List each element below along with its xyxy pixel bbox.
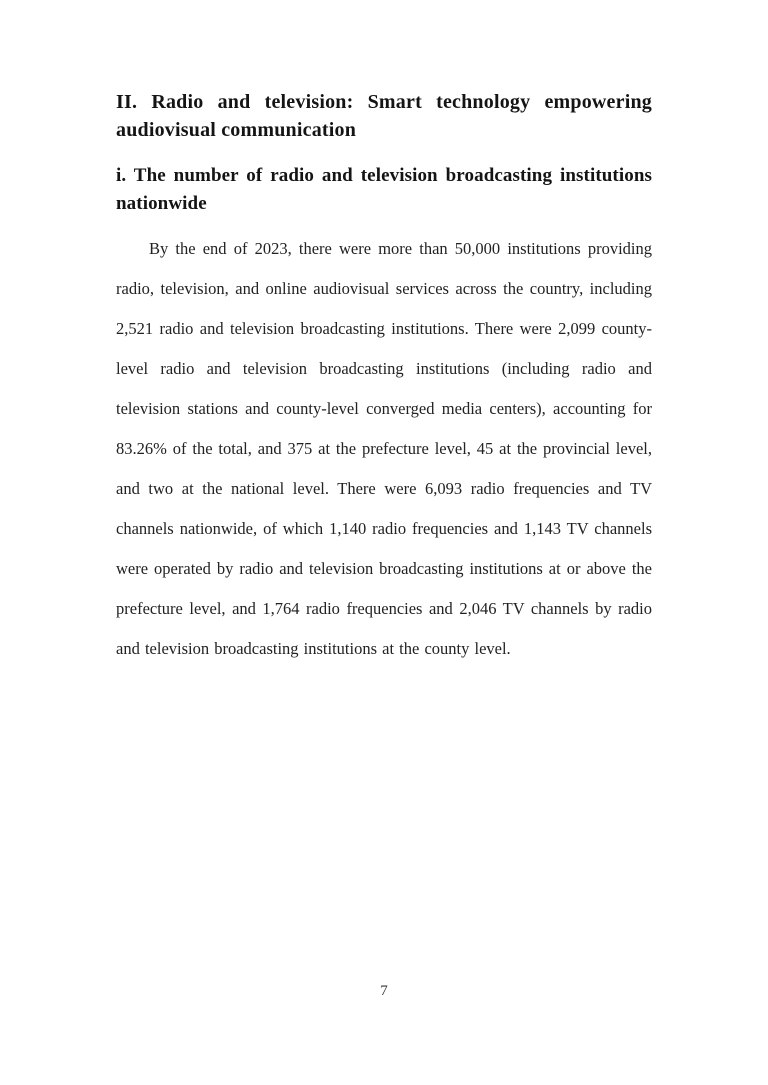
- page-number: 7: [380, 983, 388, 999]
- body-paragraph: By the end of 2023, there were more than 50,000 institutions providing radio, television, and online audiovisual services across the country, including 2,521 radio and television broadcasting institutions. There were 2,099 county-level radio and television broadcasting institutions (including radio and television stations and county-level converged media centers), accounting for 83.26% of the total, and 375 at the prefecture level, 45 at the provincial level, and two at the national level. There were 6,093 radio frequencies and TV channels nationwide, of which 1,140 radio frequencies and 1,143 TV channels were operated by radio and television broadcasting institutions at or above the prefecture level, and 1,764 radio frequencies and 2,046 TV channels by radio and television broadcasting institutions at the county level.: [116, 239, 652, 658]
- subsection-heading: i. The number of radio and television broadcasting institutions nationwide: [116, 165, 652, 214]
- section-heading: II. Radio and television: Smart technology empowering audiovisual communication: [116, 91, 652, 141]
